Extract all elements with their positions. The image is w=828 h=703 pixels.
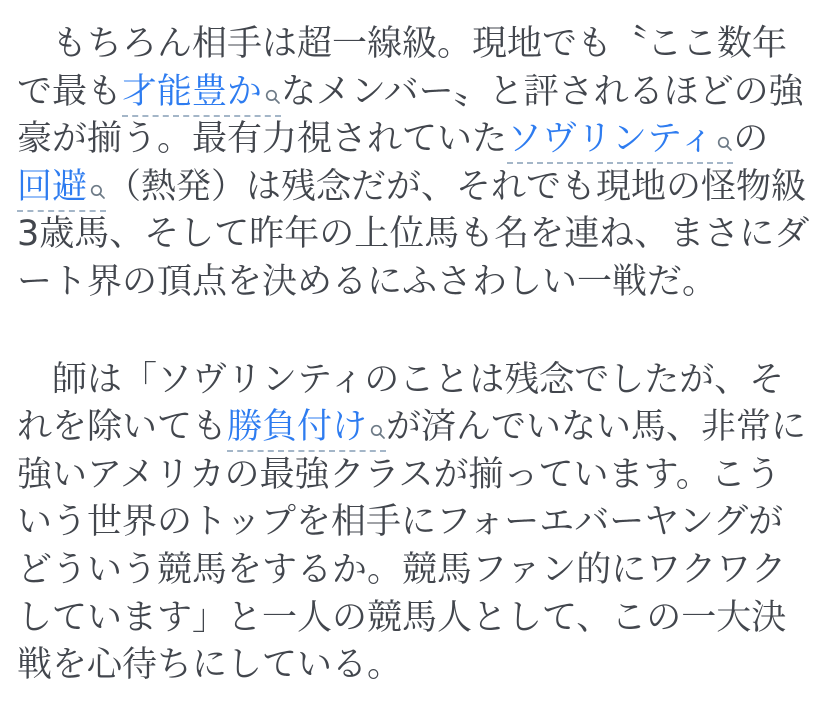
paragraph-text: なメンバー〟と評されるほどの強豪が揃う。最有力視されていた	[17, 71, 804, 160]
search-icon	[90, 184, 106, 200]
keyword-link-label: 才能豊か	[122, 71, 263, 112]
article-paragraph	[17, 357, 812, 690]
paragraph-text: もちろん相手は超一線級。現地でも〝ここ数年で最も	[17, 24, 788, 112]
paragraph-text: の	[733, 119, 769, 160]
keyword-link[interactable]	[122, 72, 281, 117]
search-icon	[265, 89, 281, 105]
keyword-link[interactable]	[507, 119, 733, 164]
paragraph-text: （熱発）は残念だが、それでも現地の怪物級3歳馬、そして昨年の上位馬も名を連ね、まさにダート界の頂点を決めるにふさわしい一戦だ。	[17, 166, 810, 302]
keyword-link-label: 勝負付け	[227, 407, 368, 448]
paragraph-text: 師は「ソヴリンティのことは残念でしたが、それを除いても	[17, 359, 785, 448]
keyword-link-label: ソヴリンティ	[507, 119, 715, 160]
keyword-link[interactable]	[17, 167, 106, 212]
paragraph-text: が済んでいない馬、非常に強いアメリカの最強クラスが揃っています。こういう世界のトップを相手にフォーエバーヤングがどういう競馬をするか。競馬ファン的にワクワクしています」と一人の競馬人として、この一大決戦を心待ちにしている。	[17, 407, 807, 686]
keyword-link-label: 回避	[17, 166, 88, 207]
search-icon	[370, 424, 386, 440]
search-icon	[717, 136, 733, 152]
article-paragraph	[17, 21, 812, 307]
keyword-link[interactable]	[227, 407, 386, 452]
